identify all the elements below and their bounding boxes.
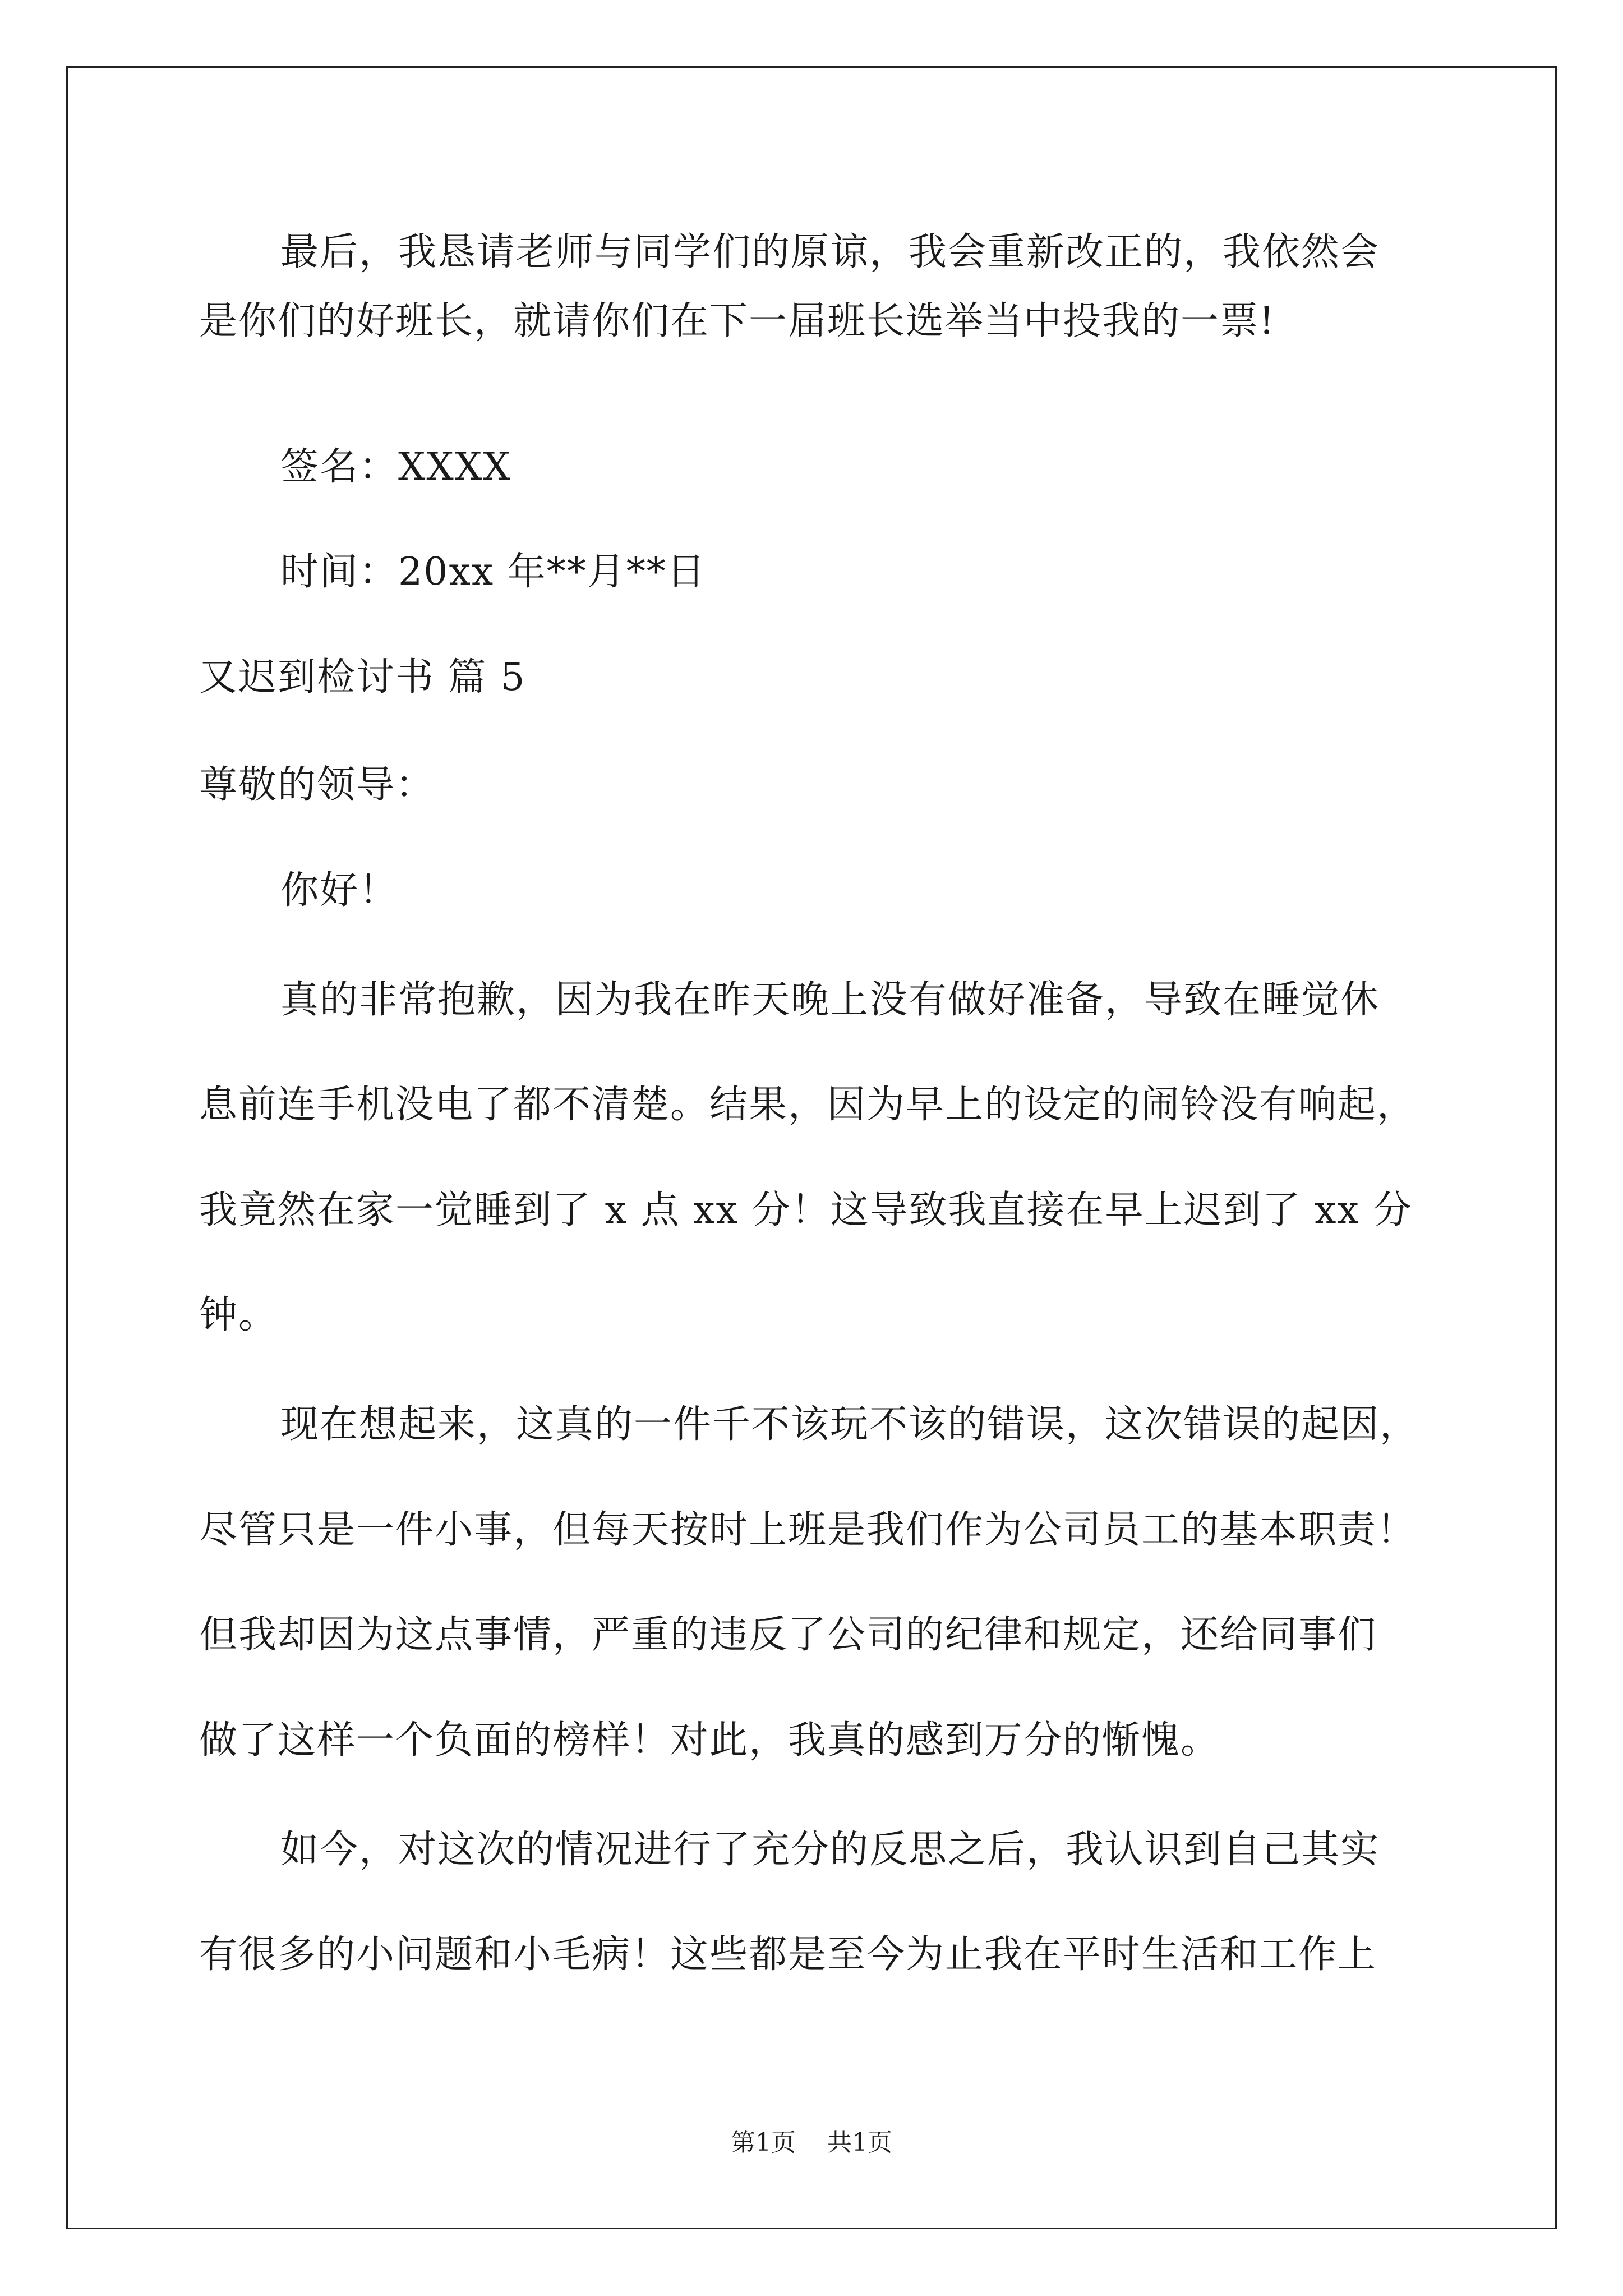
salutation: 尊敬的领导：: [199, 763, 435, 807]
paragraph-1-line-1: 真的非常抱歉，因为我在昨天晚上没有做好准备，导致在睡觉休: [280, 978, 1380, 1022]
greeting: 你好！: [280, 868, 399, 913]
paragraph-2-line-1: 现在想起来，这真的一件千不该玩不该的错误，这次错误的起因，: [280, 1402, 1419, 1447]
paragraph-1-line-3: 我竟然在家一觉睡到了 x 点 xx 分！这导致我直接在早上迟到了 xx 分: [199, 1188, 1413, 1232]
paragraph-3-line-1: 如今，对这次的情况进行了充分的反思之后，我认识到自己其实: [280, 1828, 1380, 1872]
page-footer: [0, 2126, 1623, 2160]
date-line: 时间：20xx 年**月**日: [280, 550, 706, 594]
signature-line: 签名：XXXX: [280, 445, 511, 489]
section-title: 又迟到检讨书 篇 5: [199, 655, 526, 700]
paragraph-3-line-2: 有很多的小问题和小毛病！这些都是至今为止我在平时生活和工作上: [199, 1932, 1377, 1977]
page-number: 第1页: [731, 2128, 796, 2157]
paragraph-2-line-2: 尽管只是一件小事，但每天按时上班是我们作为公司员工的基本职责！: [199, 1508, 1417, 1552]
closing-paragraph-line-2: 是你们的好班长，就请你们在下一届班长选举当中投我的一票!: [199, 299, 1276, 343]
page-border: [66, 66, 1557, 2229]
closing-paragraph-line-1: 最后，我恳请老师与同学们的原谅，我会重新改正的，我依然会: [280, 230, 1380, 274]
paragraph-2-line-4: 做了这样一个负面的榜样！对此，我真的感到万分的惭愧。: [199, 1718, 1220, 1763]
paragraph-2-line-3: 但我却因为这点事情，严重的违反了公司的纪律和规定，还给同事们: [199, 1613, 1377, 1657]
page-total: 共1页: [827, 2128, 892, 2157]
paragraph-1-line-4: 钟。: [199, 1293, 278, 1337]
paragraph-1-line-2: 息前连手机没电了都不清楚。结果，因为早上的设定的闹铃没有响起，: [199, 1083, 1417, 1127]
